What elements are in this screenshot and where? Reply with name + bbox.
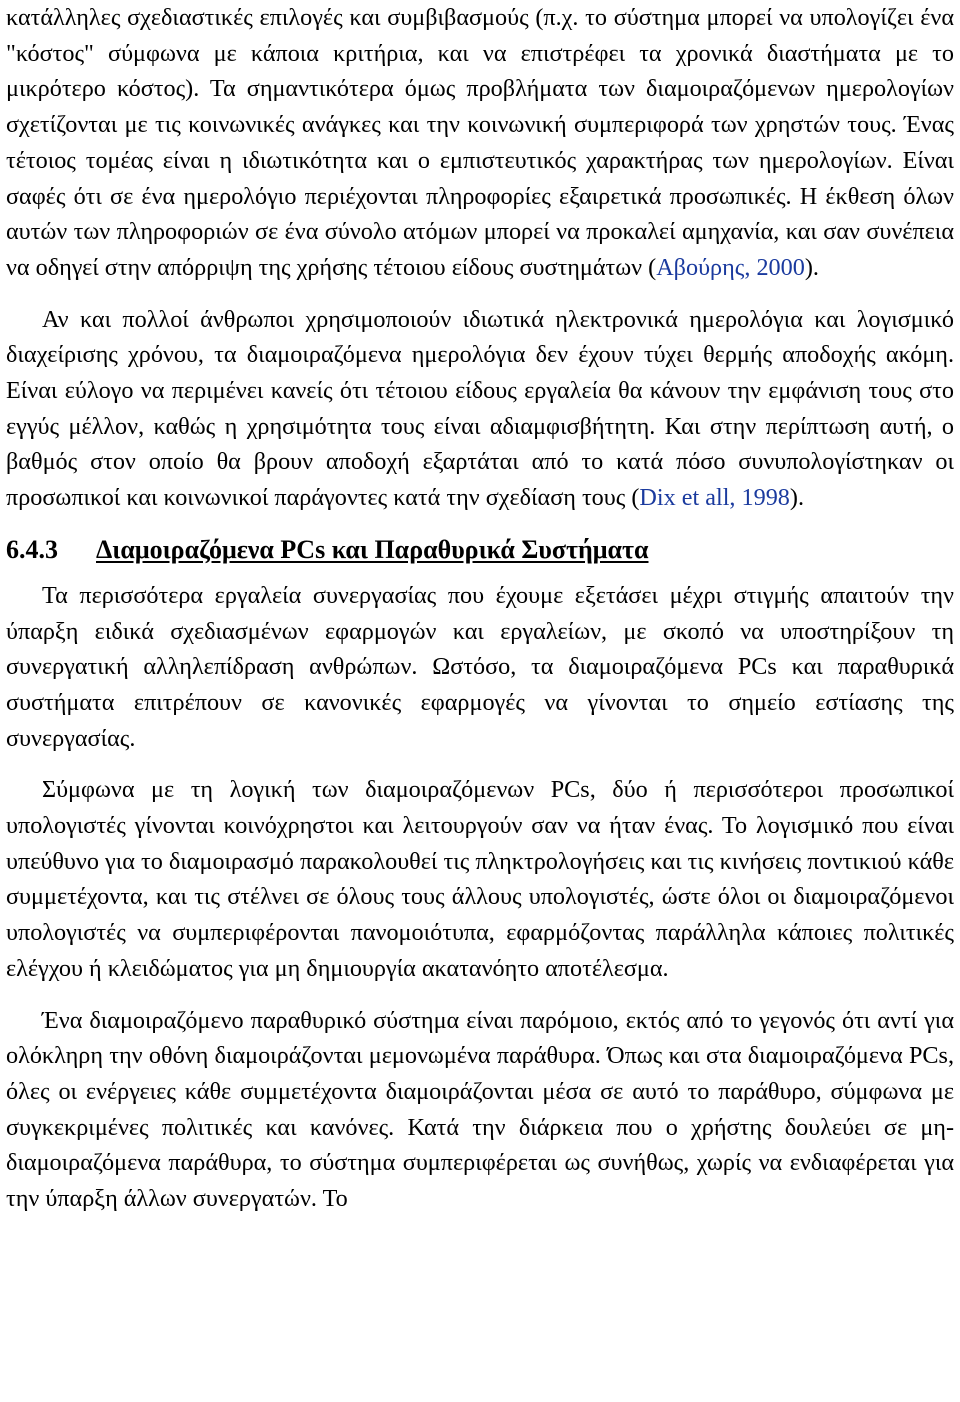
section-number: 6.4.3	[6, 534, 58, 564]
paragraph-privacy	[6, 0, 954, 286]
paragraph-shared-calendars	[6, 302, 954, 516]
paragraph-collab-tools: Τα περισσότερα εργαλεία συνεργασίας που έχουμε εξετάσει μέχρι στιγμής απαιτούν την ύπαρξη ειδικά σχεδιασμένων εφαρμογών και εργαλείων, με σκοπό να υποστηρίξουν τη συνεργατική αλληλεπίδραση ανθρώπων. Ωστόσο, τα διαμοιραζόμενα PCs και παραθυρικά συστήματα επιτρέπουν σε κανονικές εφαρμογές να γίνονται το σημείο εστίασης της συνεργασίας.	[6, 581, 954, 752]
paragraph-text: κατάλληλες σχεδιαστικές επιλογές και συμβιβασμούς (π.χ. το σύστημα μπορεί να υπολογίζει ένα "κόστος" σύμφωνα με κάποια κριτήρια, και να επιστρέφει τα χρονικά διαστήματα με το μικρότερο κόστος). Τα σημαντικότερα όμως προβλήματα των διαμοιραζόμενων ημερολογίων σχετίζονται με τις κοινωνικές ανάγκες και την κοινωνική συμπεριφορά των χρηστών τους. Ένας τέτοιος τομέας είναι η ιδιωτικότητα και ο εμπιστευτικός χαρακτήρας των ημερολογίων. Είναι σαφές ότι σε ένα ημερολόγιο περιέχονται πληροφορίες εξαιρετικά προσωπικές. Η έκθεση όλων αυτών των πληροφοριών σε ένα σύνολο ατόμων μπορεί να προκαλεί αμηχανία, και σαν συνέπεια να οδηγεί στην απόρριψη της χρήσης τέτοιου είδους συστημάτων (	[6, 4, 954, 281]
paragraph-text: ).	[789, 484, 805, 512]
section-heading	[6, 532, 954, 568]
paragraph-text: Αν και πολλοί άνθρωποι χρησιμοποιούν ιδιωτικά ηλεκτρονικά ημερολόγια και λογισμικό διαχείρισης χρόνου, τα διαμοιραζόμενα ημερολόγια δεν έχουν τύχει θερμής αποδοχής ακόμη. Είναι εύλογο να περιμένει κανείς ότι τέτοιου είδους εργαλεία θα κάνουν την εμφάνιση τους στο εγγύς μέλλον, καθώς η χρησιμότητα τους είναι αδιαμφισβήτητη. Και στην περίπτωση αυτή, ο βαθμός στον οποίο θα βρουν αποδοχή εξαρτάται από το κατά πόσο συνυπολογίστηκαν οι προσωπικοί και κοινωνικοί παράγοντες κατά την σχεδίαση τους (	[6, 305, 954, 512]
paragraph-text: ).	[804, 253, 819, 281]
paragraph-shared-windows: Ένα διαμοιραζόμενο παραθυρικό σύστημα είναι παρόμοιο, εκτός από το γεγονός ότι αντί για ολόκληρη την οθόνη διαμοιράζονται μεμονωμένα παράθυρα. Όπως και στα διαμοιραζόμενα PCs, όλες οι ενέργειες κάθε συμμετέχοντα διαμοιράζονται μέσα σε αυτό το παράθυρο, σύμφωνα με συγκεκριμένες πολιτικές και κανόνες. Κατά την διάρκεια που ο χρήστης δουλεύει σε μη-διαμοιραζόμενα παράθυρα, το σύστημα συμπεριφέρεται ως συνήθως, χωρίς να ενδιαφέρεται για την ύπαρξη άλλων συνεργατών. Το	[6, 1006, 954, 1213]
citation-link[interactable]: Αβούρης, 2000	[656, 253, 805, 281]
citation-link[interactable]: Dix et all, 1998	[639, 484, 790, 512]
document-page	[6, 0, 954, 1217]
section-title: Διαμοιραζόμενα PCs και Παραθυρικά Συστήματα	[96, 534, 649, 564]
paragraph-shared-pcs: Σύμφωνα με τη λογική των διαμοιραζόμενων PCs, δύο ή περισσότεροι προσωπικοί υπολογιστές γίνονται κοινόχρηστοι και λειτουργούν σαν να ήταν ένας. Το λογισμικό που είναι υπεύθυνο για το διαμοιρασμό παρακολουθεί τις πληκτρολογήσεις και τις κινήσεις ποντικιού κάθε συμμετέχοντα, και τις στέλνει σε όλους τους άλλους υπολογιστές, ώστε όλοι οι διαμοιραζόμενοι υπολογιστές να συμπεριφέρονται πανομοιότυπα, εφαρμόζοντας παράλληλα κάποιες πολιτικές ελέγχου ή κλειδώματος για μη δημιουργία ακατανόητο αποτέλεσμα.	[6, 776, 954, 982]
